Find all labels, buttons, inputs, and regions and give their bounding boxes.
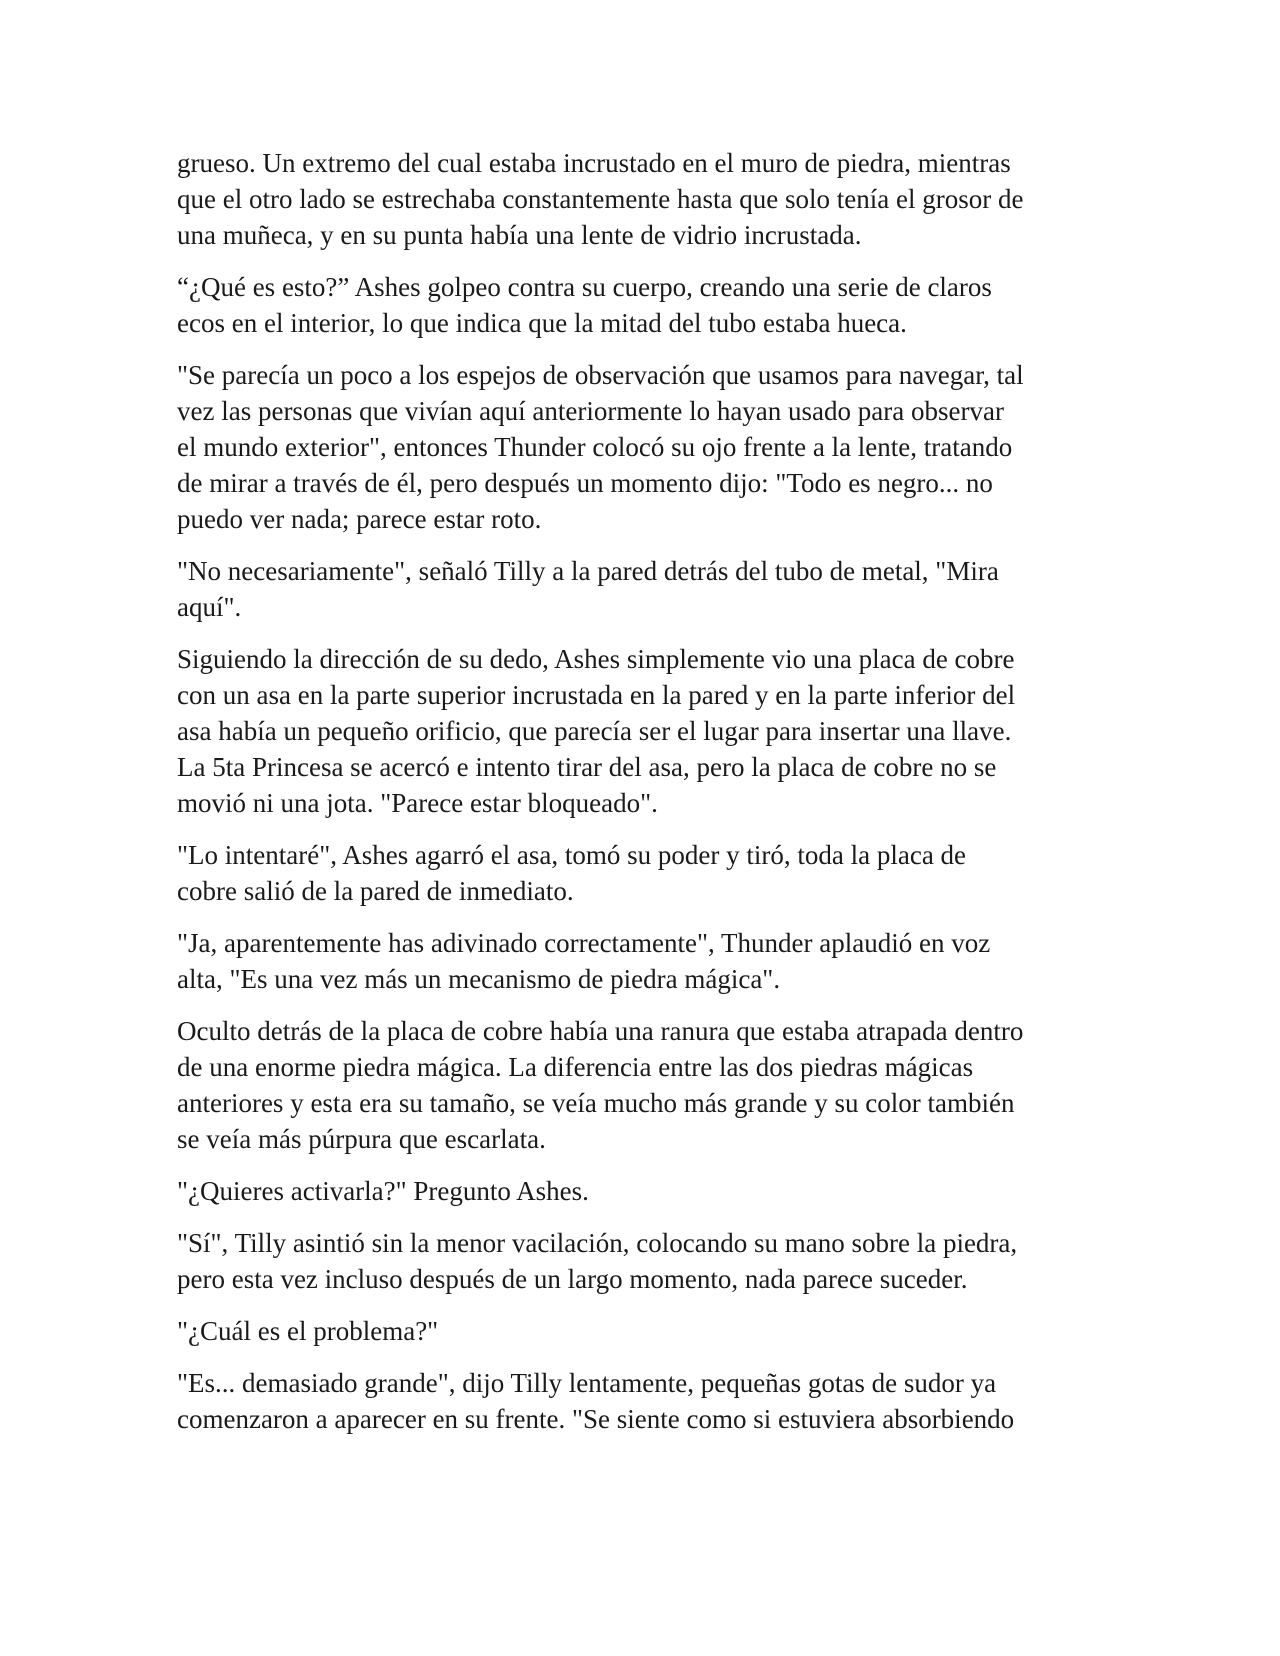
text-line: se veía más púrpura que escarlata. [177, 1124, 546, 1154]
text-line: el mundo exterior", entonces Thunder colocó su ojo frente a la lente, tratando [177, 432, 1013, 462]
paragraph-4 [177, 553, 1107, 625]
text-line: “¿Qué es esto?” Ashes golpeo contra su cuerpo, creando una serie de claros [177, 272, 992, 302]
paragraph-7 [177, 925, 1107, 997]
text-line: de una enorme piedra mágica. La diferencia entre las dos piedras mágicas [177, 1052, 974, 1082]
text-line: asa había un pequeño orificio, que parecía ser el lugar para insertar una llave. [177, 716, 1012, 746]
text-line: movió ni una jota. "Parece estar bloqueado". [177, 788, 658, 818]
text-line: con un asa en la parte superior incrustada en la pared y en la parte inferior del [177, 680, 1016, 710]
text-line: "Lo intentaré", Ashes agarró el asa, tomó su poder y tiró, toda la placa de [177, 840, 967, 870]
text-line: "Se parecía un poco a los espejos de observación que usamos para navegar, tal [177, 360, 1024, 390]
paragraph-9 [177, 1173, 1107, 1209]
text-line: "¿Quieres activarla?" Pregunto Ashes. [177, 1176, 589, 1206]
text-line: pero esta vez incluso después de un largo momento, nada parece suceder. [177, 1264, 968, 1294]
paragraph-5 [177, 641, 1107, 821]
paragraph-6 [177, 837, 1107, 909]
text-line: Siguiendo la dirección de su dedo, Ashes simplemente vio una placa de cobre [177, 644, 1015, 674]
paragraph-3 [177, 357, 1107, 537]
paragraph-1 [177, 145, 1107, 253]
text-line: "No necesariamente", señaló Tilly a la pared detrás del tubo de metal, "Mira [177, 556, 999, 586]
paragraph-10 [177, 1225, 1107, 1297]
paragraph-11 [177, 1313, 1107, 1349]
text-line: puedo ver nada; parece estar roto. [177, 504, 542, 534]
text-line: alta, "Es una vez más un mecanismo de piedra mágica". [177, 964, 781, 994]
text-line: vez las personas que vivían aquí anteriormente lo hayan usado para observar [177, 396, 1004, 426]
text-line: de mirar a través de él, pero después un momento dijo: "Todo es negro... no [177, 468, 993, 498]
text-line: La 5ta Princesa se acercó e intento tirar del asa, pero la placa de cobre no se [177, 752, 997, 782]
text-line: "Sí", Tilly asintió sin la menor vacilación, colocando su mano sobre la piedra, [177, 1228, 1018, 1258]
text-line: comenzaron a aparecer en su frente. "Se siente como si estuviera absorbiendo [177, 1404, 1015, 1434]
text-line: una muñeca, y en su punta había una lente de vidrio incrustada. [177, 220, 862, 250]
text-line: ecos en el interior, lo que indica que la mitad del tubo estaba hueca. [177, 308, 907, 338]
text-line: aquí". [177, 592, 242, 622]
body-text [177, 145, 1107, 1453]
text-line: que el otro lado se estrechaba constantemente hasta que solo tenía el grosor de [177, 184, 1024, 214]
paragraph-2 [177, 269, 1107, 341]
text-line: "Es... demasiado grande", dijo Tilly lentamente, pequeñas gotas de sudor ya [177, 1368, 997, 1398]
text-line: "¿Cuál es el problema?" [177, 1316, 439, 1346]
text-line: anteriores y esta era su tamaño, se veía mucho más grande y su color también [177, 1088, 1015, 1118]
text-line: cobre salió de la pared de inmediato. [177, 876, 574, 906]
paragraph-8 [177, 1013, 1107, 1157]
text-line: Oculto detrás de la placa de cobre había una ranura que estaba atrapada dentro [177, 1016, 1024, 1046]
paragraph-12 [177, 1365, 1107, 1437]
text-line: grueso. Un extremo del cual estaba incrustado en el muro de piedra, mientras [177, 148, 1011, 178]
text-line: "Ja, aparentemente has adivinado correctamente", Thunder aplaudió en voz [177, 928, 991, 958]
